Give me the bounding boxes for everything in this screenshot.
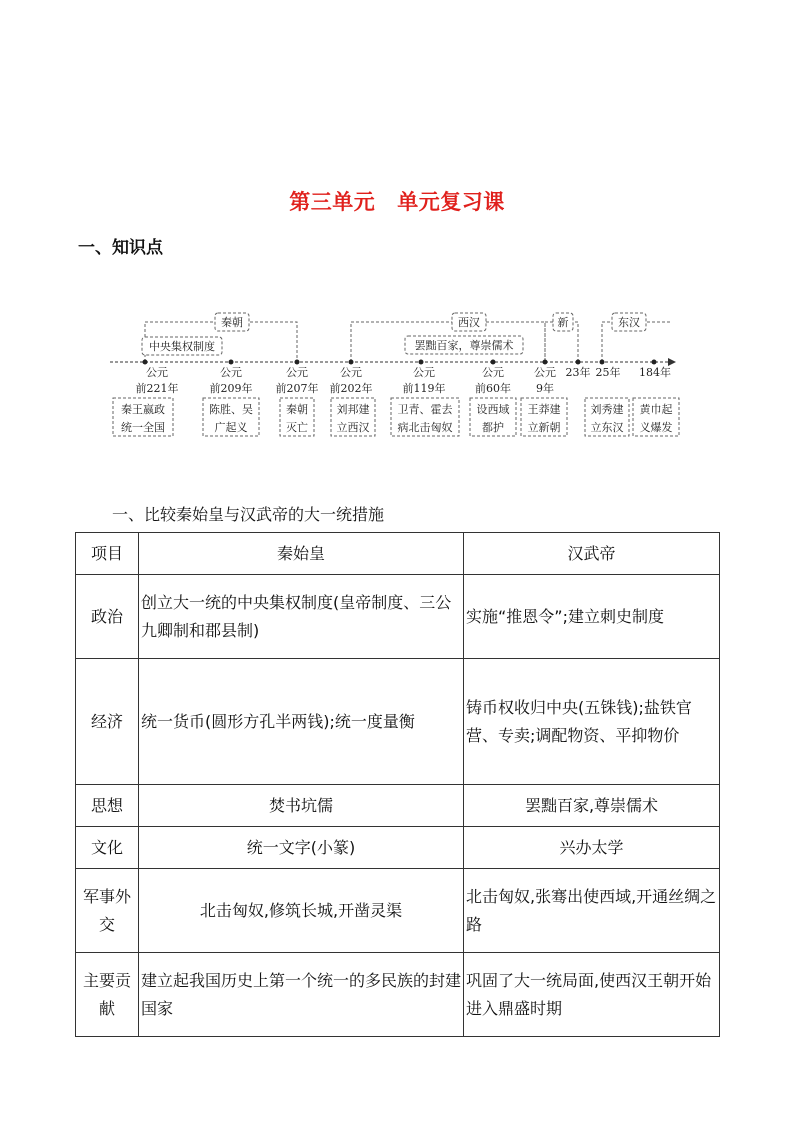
date-label-line1: 25年 — [595, 366, 621, 379]
period-qin-note: 中央集权制度 — [149, 340, 215, 353]
date-label-line1: 公元 — [146, 366, 168, 379]
event-text-line2: 灭亡 — [286, 421, 308, 434]
event-text-line1: 黄巾起 — [639, 403, 673, 416]
date-label-line2: 前60年 — [475, 382, 511, 395]
han-cell: 巩固了大一统局面,使西汉王朝开始进入鼎盛时期 — [464, 953, 720, 1037]
date-label-line2: 前207年 — [275, 382, 319, 395]
event-text-line2: 统一全国 — [121, 421, 165, 434]
date-label-line1: 公元 — [220, 366, 242, 379]
row-item: 经济 — [76, 659, 139, 785]
date-label-line1: 公元 — [482, 366, 504, 379]
period-qin-label: 秦朝 — [221, 316, 243, 329]
table-row — [76, 785, 720, 827]
period-xihan-note: 罢黜百家，尊崇儒术 — [414, 339, 514, 352]
row-item: 思想 — [76, 785, 139, 827]
period-xin-label: 新 — [557, 316, 569, 329]
row-item: 政治 — [76, 575, 139, 659]
event-text-line1: 刘秀建 — [590, 403, 624, 416]
date-label-line2: 前119年 — [402, 382, 446, 395]
date-label-line2: 9年 — [536, 382, 554, 395]
date-label-line1: 184年 — [639, 366, 671, 379]
date-label-line1: 公元 — [534, 366, 556, 379]
event-text-line2: 立东汉 — [590, 421, 624, 434]
comparison-table — [75, 532, 720, 1037]
qin-cell: 焚书坑儒 — [139, 785, 464, 827]
title-unit: 第三单元 — [289, 190, 376, 214]
han-cell: 北击匈奴,张骞出使西域,开通丝绸之路 — [464, 869, 720, 953]
event-text-line2: 立新朝 — [527, 421, 561, 434]
table-row — [76, 869, 720, 953]
table-header-row — [76, 533, 720, 575]
date-label-line2: 前221年 — [135, 382, 179, 395]
row-item: 文化 — [76, 827, 139, 869]
date-label-line1: 23年 — [565, 366, 591, 379]
header-item: 项目 — [76, 533, 139, 575]
table-row — [76, 827, 720, 869]
event-text-line1: 王莽建 — [527, 403, 561, 416]
han-cell: 罢黜百家,尊崇儒术 — [464, 785, 720, 827]
row-item: 军事外交 — [76, 869, 139, 953]
table-row — [76, 953, 720, 1037]
date-label-line1: 公元 — [413, 366, 435, 379]
qin-cell: 创立大一统的中央集权制度(皇帝制度、三公九卿制和郡县制) — [139, 575, 464, 659]
event-text-line2: 都护 — [482, 421, 504, 434]
event-text-line1: 设西域 — [476, 403, 510, 416]
header-han: 汉武帝 — [464, 533, 720, 575]
date-label-line1: 公元 — [286, 366, 308, 379]
row-item: 主要贡献 — [76, 953, 139, 1037]
qin-cell: 建立起我国历史上第一个统一的多民族的封建国家 — [139, 953, 464, 1037]
timeline-arrow — [668, 358, 676, 366]
han-cell: 实施“推恩令”;建立刺史制度 — [464, 575, 720, 659]
date-label-line2: 前209年 — [209, 382, 253, 395]
date-label-line1: 公元 — [340, 366, 362, 379]
qin-cell: 统一货币(圆形方孔半两钱);统一度量衡 — [139, 659, 464, 785]
qin-cell: 北击匈奴,修筑长城,开凿灵渠 — [139, 869, 464, 953]
event-text-line1: 秦朝 — [286, 403, 308, 416]
event-text-line1: 刘邦建 — [336, 403, 370, 416]
event-text-line2: 病北击匈奴 — [397, 421, 453, 434]
event-text-line2: 广起义 — [214, 421, 248, 434]
han-cell: 铸币权收归中央(五铢钱);盐铁官营、专卖;调配物资、平抑物价 — [464, 659, 720, 785]
event-text-line1: 卫青、霍去 — [397, 403, 453, 416]
han-cell: 兴办太学 — [464, 827, 720, 869]
history-timeline — [0, 0, 794, 450]
table-row — [76, 575, 720, 659]
qin-cell: 统一文字(小篆) — [139, 827, 464, 869]
event-text-line1: 陈胜、吴 — [209, 403, 253, 416]
date-label-line2: 前202年 — [329, 382, 373, 395]
event-text-line1: 秦王嬴政 — [121, 403, 165, 416]
event-text-line2: 义爆发 — [639, 421, 673, 434]
header-qin: 秦始皇 — [139, 533, 464, 575]
section-heading: 一、知识点 — [78, 238, 163, 258]
table-caption: 一、比较秦始皇与汉武帝的大一统措施 — [112, 505, 385, 524]
period-donghan-label: 东汉 — [618, 316, 640, 329]
table-row — [76, 659, 720, 785]
title-subject: 单元复习课 — [397, 190, 505, 214]
event-text-line2: 立西汉 — [336, 421, 370, 434]
period-xihan-label: 西汉 — [458, 316, 480, 329]
